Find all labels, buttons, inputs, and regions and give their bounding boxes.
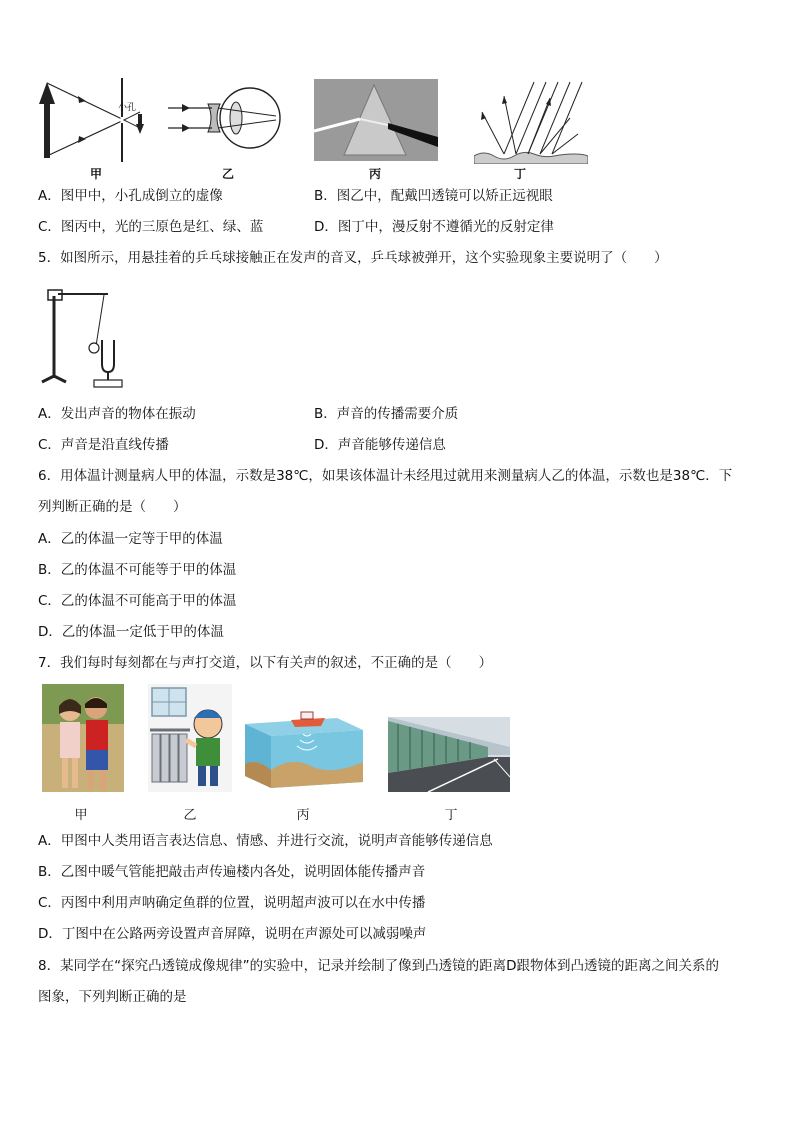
q7-option-a: A．甲图中人类用语言表达信息、情感、并进行交流，说明声音能够传递信息 <box>38 833 493 849</box>
figure-children-talking <box>42 684 124 792</box>
figure-noise-barrier <box>388 717 510 792</box>
figure-caption-jia: 甲 <box>89 167 102 181</box>
figure-caption-ding: 丁 <box>513 167 526 181</box>
figure-caption-bing: 丙 <box>368 167 381 181</box>
q7-stem: 7．我们每时每刻都在与声打交道，以下有关声的叙述，不正确的是（ ） <box>38 655 493 671</box>
q6-option-b: B．乙的体温不可能等于甲的体温 <box>38 562 237 578</box>
q8-stem-line2: 图象，下列判断正确的是 <box>38 989 187 1005</box>
q7-option-d: D．丁图中在公路两旁设置声音屏障，说明在声源处可以减弱噪声 <box>38 926 427 942</box>
figure-sonar-ship <box>241 700 367 792</box>
q4-option-a: A．图甲中，小孔成倒立的虚像 <box>38 188 223 204</box>
q7-caption-jia: 甲 <box>74 808 88 823</box>
q6-option-d: D．乙的体温一定低于甲的体温 <box>38 624 224 640</box>
q7-option-c: C．丙图中利用声呐确定鱼群的位置，说明超声波可以在水中传播 <box>38 895 426 911</box>
q6-stem-line1: 6．用体温计测量病人甲的体温，示数是38℃，如果该体温计未经甩过就用来测量病人乙的体温，示数也是38℃．下 <box>38 468 733 484</box>
figure-caption-yi: 乙 <box>221 167 234 181</box>
q8-stem-line1: 8．某同学在“探究凸透镜成像规律”的实验中，记录并绘制了像到凸透镜的距离D跟物体到凸透镜的距离之间关系的 <box>38 958 719 974</box>
q7-caption-bing: 丙 <box>296 808 310 823</box>
q6-option-a: A．乙的体温一定等于甲的体温 <box>38 531 223 547</box>
q4-option-b: B．图乙中，配戴凹透镜可以矫正远视眼 <box>314 188 553 204</box>
figure-eye-lens <box>168 86 284 162</box>
figure-pinhole <box>36 76 154 164</box>
q6-stem-line2: 列判断正确的是（ ） <box>38 499 187 515</box>
q4-option-d: D．图丁中，漫反射不遵循光的反射定律 <box>314 219 554 235</box>
q5-option-b: B．声音的传播需要介质 <box>314 406 459 422</box>
q5-option-c: C．声音是沿直线传播 <box>38 437 169 453</box>
pinhole-label: 小孔 <box>118 103 137 113</box>
figure-radiator-knock <box>148 684 232 792</box>
figure-diffuse-reflection <box>474 78 588 164</box>
q5-option-d: D．声音能够传递信息 <box>314 437 446 453</box>
figure-prism <box>314 79 438 161</box>
q7-option-b: B．乙图中暖气管能把敲击声传遍楼内各处，说明固体能传播声音 <box>38 864 426 880</box>
q5-option-a: A．发出声音的物体在振动 <box>38 406 196 422</box>
q4-option-c: C．图丙中，光的三原色是红、绿、蓝 <box>38 219 264 235</box>
q6-option-c: C．乙的体温不可能高于甲的体温 <box>38 593 237 609</box>
q5-stem: 5．如图所示，用悬挂着的乒乓球接触正在发声的音叉，乒乓球被弹开，这个实验现象主要说明了（ ） <box>38 250 668 266</box>
q7-caption-ding: 丁 <box>444 808 458 823</box>
figure-tuning-fork <box>38 282 134 392</box>
q7-caption-yi: 乙 <box>183 808 197 823</box>
